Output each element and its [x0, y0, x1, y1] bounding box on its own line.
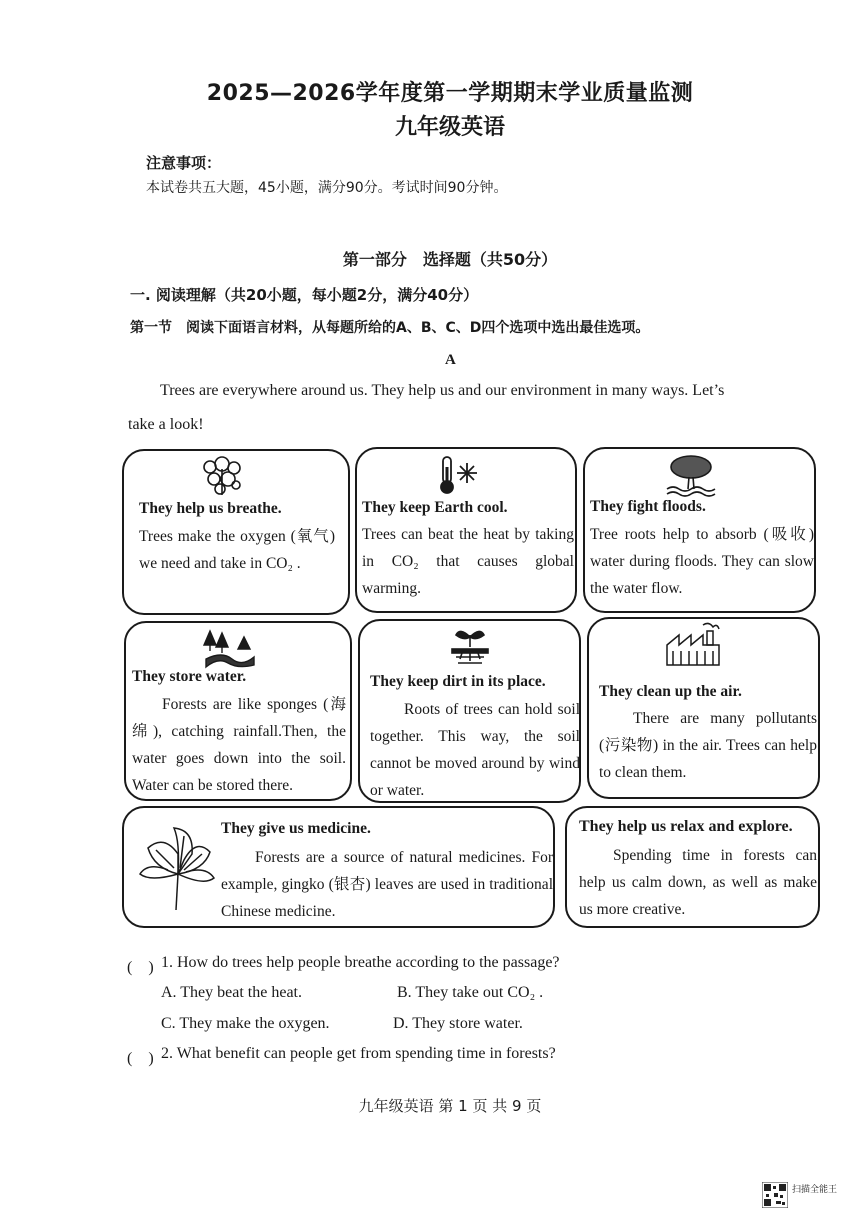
- question-2-stem: 2. What benefit can people get from spending time in forests?: [161, 1045, 556, 1062]
- tree-flood-icon: [663, 453, 719, 497]
- notice-heading: 注意事项：: [146, 154, 222, 172]
- forest-river-icon: [202, 629, 256, 671]
- box-body: Spending time in forests can help us calm down, as well as make us more creative.: [579, 847, 817, 918]
- info-box-relax: [565, 806, 820, 928]
- exam-subtitle: 九年级英语: [394, 115, 505, 140]
- info-box-breathe: [122, 449, 350, 615]
- factory-icon: [663, 621, 723, 669]
- box-body: Forests are like sponges (海绵), catching rainfall.Then, the water goes down into the soil. Water can be stored there.: [132, 696, 346, 794]
- box-title: They help us breathe.: [139, 500, 282, 517]
- box-title: They store water.: [132, 668, 247, 685]
- section-heading: 一. 阅读理解（共20小题，每小题2分，满分40分）: [130, 286, 479, 304]
- question-1-option-d: D. They store water.: [393, 1015, 523, 1032]
- question-1-bracket: ( ): [127, 959, 154, 976]
- box-title: They give us medicine.: [221, 820, 371, 837]
- scanner-watermark: [760, 1180, 860, 1216]
- box-body: Trees can beat the heat by taking in CO₂ that causes global warming.: [362, 526, 574, 597]
- info-box-air: [587, 617, 820, 799]
- info-box-floods: [583, 447, 816, 613]
- box-title: They keep dirt in its place.: [370, 673, 546, 690]
- question-1-stem: 1. How do trees help people breathe according to the passage?: [161, 954, 560, 971]
- notice-text: 本试卷共五大题，45小题，满分90分。考试时间90分钟。: [146, 180, 508, 196]
- box-body: Forests are a source of natural medicines. For example, gingko (银杏) leaves are used in traditional Chinese medicine.: [221, 849, 553, 920]
- question-1-option-c: C. They make the oxygen.: [161, 1015, 330, 1032]
- passage-intro-line1: Trees are everywhere around us. They help us and our environment in many ways. Let’s: [160, 382, 725, 399]
- box-body: Roots of trees can hold soil together. This way, the soil cannot be moved around by wind or water.: [370, 701, 580, 799]
- passage-intro-line2: take a look!: [128, 416, 204, 433]
- box-body: Trees make the oxygen (氧气) we need and take in CO₂ .: [139, 528, 335, 572]
- box-title: They help us relax and explore.: [579, 818, 793, 835]
- box-body: Tree roots help to absorb (吸收) water during floods. They can slow the water flow.: [590, 526, 814, 597]
- info-box-dirt: [358, 619, 581, 803]
- question-2-bracket: ( ): [127, 1050, 154, 1067]
- info-box-medicine: [122, 806, 555, 928]
- box-title: They fight floods.: [590, 498, 706, 515]
- page-footer: 九年级英语 第 1 页 共 9 页: [358, 1097, 542, 1115]
- ginkgo-leaf-icon: [134, 824, 220, 912]
- part-heading: 第一部分 选择题（共50分）: [342, 250, 558, 269]
- sprout-soil-icon: [448, 625, 492, 669]
- passage-letter: A: [445, 352, 456, 368]
- info-box-cool: [355, 447, 577, 613]
- box-body: There are many pollutants (污染物) in the air. Trees can help to clean them.: [599, 710, 817, 781]
- exam-title: 2025—2026学年度第一学期期末学业质量监测: [206, 81, 694, 106]
- box-title: They keep Earth cool.: [362, 499, 508, 516]
- box-title: They clean up the air.: [599, 683, 742, 700]
- qr-code-icon: [762, 1182, 788, 1208]
- thermometer-snowflake-icon: [437, 455, 479, 495]
- section-instruction: 第一节 阅读下面语言材料，从每题所给的A、B、C、D四个选项中选出最佳选项。: [130, 320, 650, 336]
- question-1-option-a: A. They beat the heat.: [161, 984, 302, 1001]
- scanner-app-label: 扫描全能王: [792, 1185, 838, 1195]
- question-1-option-b: B. They take out CO₂ .: [397, 984, 544, 1001]
- info-box-water: [124, 621, 352, 801]
- leaves-icon: [198, 455, 246, 497]
